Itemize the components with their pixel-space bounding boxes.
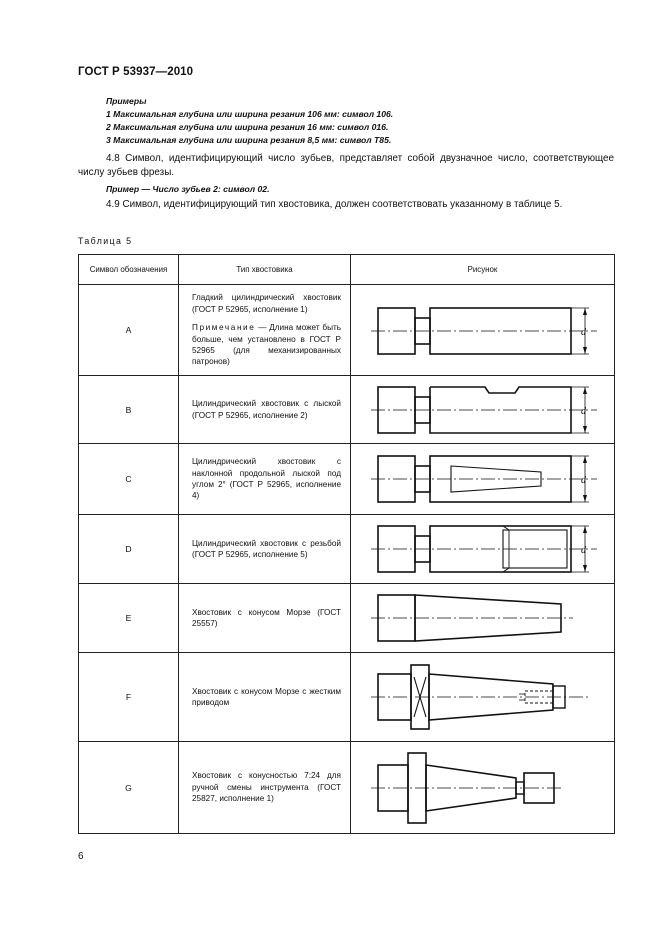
paragraph-4-8: 4.8 Символ, идентифицирующий число зубьев, представляет собой двузначное число, соответствующее числу зубьев фрезы. <box>78 153 614 178</box>
dimension-label: d <box>580 405 586 417</box>
type-text: Хвостовик с конусом Морзе с жестким приводом <box>192 686 341 707</box>
table-header-row <box>79 255 615 285</box>
figure-cell <box>351 376 615 444</box>
examples-title: Примеры <box>106 96 147 106</box>
type-cell <box>179 653 351 742</box>
type-cell <box>179 584 351 653</box>
header-figure: Рисунок <box>351 255 615 285</box>
paragraph-4-9: 4.9 Символ, идентифицирующий тип хвостовика, должен соответствовать указанному в таблице 5. <box>106 199 563 210</box>
shank-drawing-d <box>363 518 603 580</box>
symbol-cell: C <box>79 444 179 515</box>
symbol-cell: F <box>79 653 179 742</box>
table-row <box>79 444 615 515</box>
shank-types-table <box>78 254 615 834</box>
page-number: 6 <box>78 851 84 862</box>
type-text: Хвостовик с конусом Морзе (ГОСТ 25557) <box>192 607 341 628</box>
table-row <box>79 653 615 742</box>
table-row <box>79 376 615 444</box>
header-symbol: Символ обозначения <box>79 255 179 285</box>
type-cell <box>179 515 351 584</box>
header-type: Тип хвостовика <box>179 255 351 285</box>
type-cell <box>179 285 351 376</box>
note-text: — Длина может быть больше, чем установлено в ГОСТ Р 52965 (для механизированных патронов) <box>192 323 341 367</box>
shank-drawing-b <box>363 379 603 441</box>
symbol-cell: G <box>79 742 179 834</box>
dimension-label: d <box>580 327 586 338</box>
figure-cell <box>351 285 615 376</box>
table-row <box>79 515 615 584</box>
shank-drawing-c <box>363 447 603 511</box>
figure-cell <box>351 742 615 834</box>
type-text: Цилиндрический хвостовик с резьбой (ГОСТ Р 52965, исполнение 5) <box>192 538 341 559</box>
symbol-cell: A <box>79 285 179 376</box>
shank-drawing-g <box>363 746 603 830</box>
shank-drawing-f <box>363 657 603 737</box>
type-text: Гладкий цилиндрический хвостовик (ГОСТ Р 52965, исполнение 1) <box>192 293 341 314</box>
table-row <box>79 285 615 376</box>
type-text: Цилиндрический хвостовик с лыской (ГОСТ Р 52965, исполнение 2) <box>192 399 341 420</box>
type-cell <box>179 376 351 444</box>
example-item-1: 1 Максимальная глубина или ширина резания 106 мм: символ 106. <box>106 109 394 119</box>
type-text: Цилиндрический хвостовик с наклонной продольной лыской под углом 2° (ГОСТ Р 52965, исполнение 4) <box>192 457 341 501</box>
shank-drawing-a <box>363 290 603 370</box>
figure-cell <box>351 444 615 515</box>
figure-cell <box>351 653 615 742</box>
note-label: Примечание <box>192 323 256 333</box>
document-header: ГОСТ Р 53937—2010 <box>78 66 194 78</box>
example-item-3: 3 Максимальная глубина или ширина резания 8,5 мм: символ T85. <box>106 135 392 145</box>
type-cell <box>179 444 351 515</box>
table-row <box>79 584 615 653</box>
example-item-2: 2 Максимальная глубина или ширина резания 16 мм: символ 016. <box>106 122 389 132</box>
table-caption: Таблица 5 <box>78 236 133 246</box>
dimension-label: d <box>580 475 586 486</box>
figure-cell <box>351 584 615 653</box>
symbol-cell: E <box>79 584 179 653</box>
example-teeth: Пример — Число зубьев 2: символ 02. <box>106 184 270 194</box>
shank-drawing-e <box>363 588 603 648</box>
symbol-cell: D <box>79 515 179 584</box>
table-row <box>79 742 615 834</box>
dimension-label: d <box>580 545 586 556</box>
type-text: Хвостовик с конусностью 7:24 для ручной смены инструмента (ГОСТ 25827, исполнение 1) <box>192 771 341 804</box>
type-note <box>192 322 341 368</box>
figure-cell <box>351 515 615 584</box>
type-cell <box>179 742 351 834</box>
symbol-cell: B <box>79 376 179 444</box>
